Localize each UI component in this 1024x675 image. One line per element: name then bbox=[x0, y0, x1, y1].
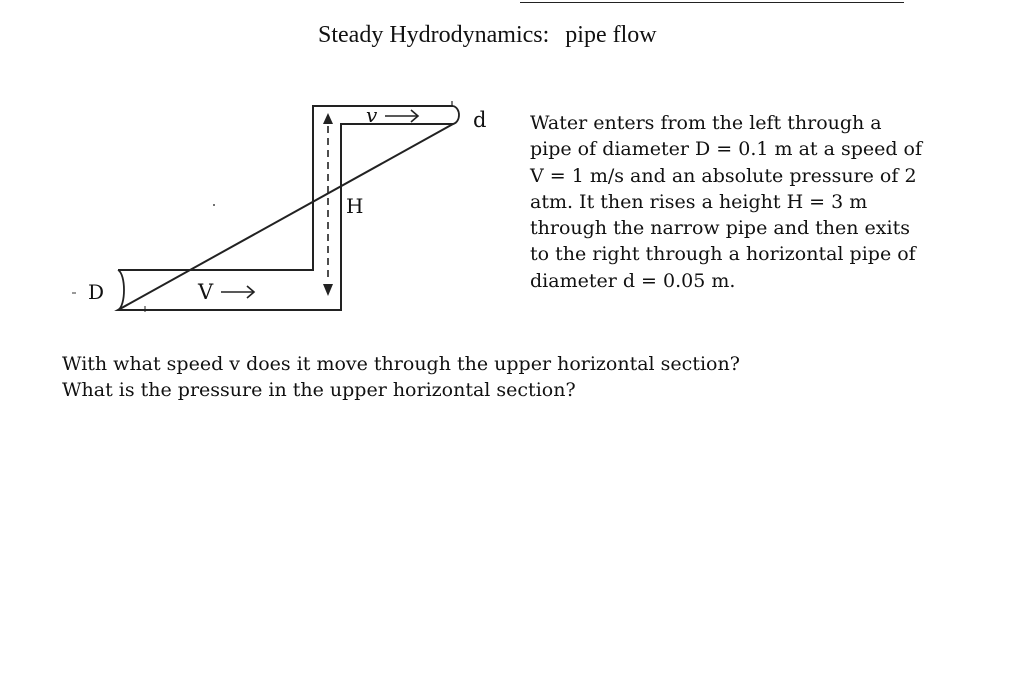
pipe-diagram bbox=[0, 0, 520, 330]
pipe-end-cap bbox=[453, 106, 459, 124]
description-line: V = 1 m/s and an absolute pressure of 2 bbox=[530, 164, 917, 187]
label-D: D bbox=[88, 280, 105, 304]
question-speed: With what speed v does it move through the upper horizontal section? bbox=[62, 353, 740, 375]
description-line: through the narrow pipe and then exits bbox=[530, 217, 910, 240]
description-line: to the right through a horizontal pipe of bbox=[530, 243, 916, 266]
description-line: pipe of diameter D = 0.1 m at a speed of bbox=[530, 138, 923, 161]
height-arrow-up bbox=[323, 113, 333, 124]
description-line: Water enters from the left through a bbox=[530, 112, 882, 134]
questions bbox=[62, 351, 962, 403]
scan-speck bbox=[213, 204, 215, 206]
label-V: V bbox=[198, 280, 214, 304]
label-v: v bbox=[366, 103, 378, 127]
title-main: Steady Hydrodynamics: bbox=[318, 22, 550, 48]
question-pressure: What is the pressure in the upper horizontal section? bbox=[62, 379, 576, 401]
arrow-right-icon bbox=[221, 286, 254, 298]
height-arrow-down bbox=[323, 284, 333, 296]
pipe-inlet-cap bbox=[118, 270, 124, 310]
label-d: d bbox=[473, 108, 487, 132]
pipe-outline bbox=[118, 106, 453, 310]
arrow-right-icon bbox=[385, 110, 418, 122]
problem-description bbox=[530, 110, 950, 294]
top-rule bbox=[520, 2, 904, 3]
label-H: H bbox=[346, 194, 364, 218]
description-line: diameter d = 0.05 m. bbox=[530, 269, 736, 292]
description-line: atm. It then rises a height H = 3 m bbox=[530, 190, 868, 213]
title-sub: pipe flow bbox=[565, 22, 657, 48]
